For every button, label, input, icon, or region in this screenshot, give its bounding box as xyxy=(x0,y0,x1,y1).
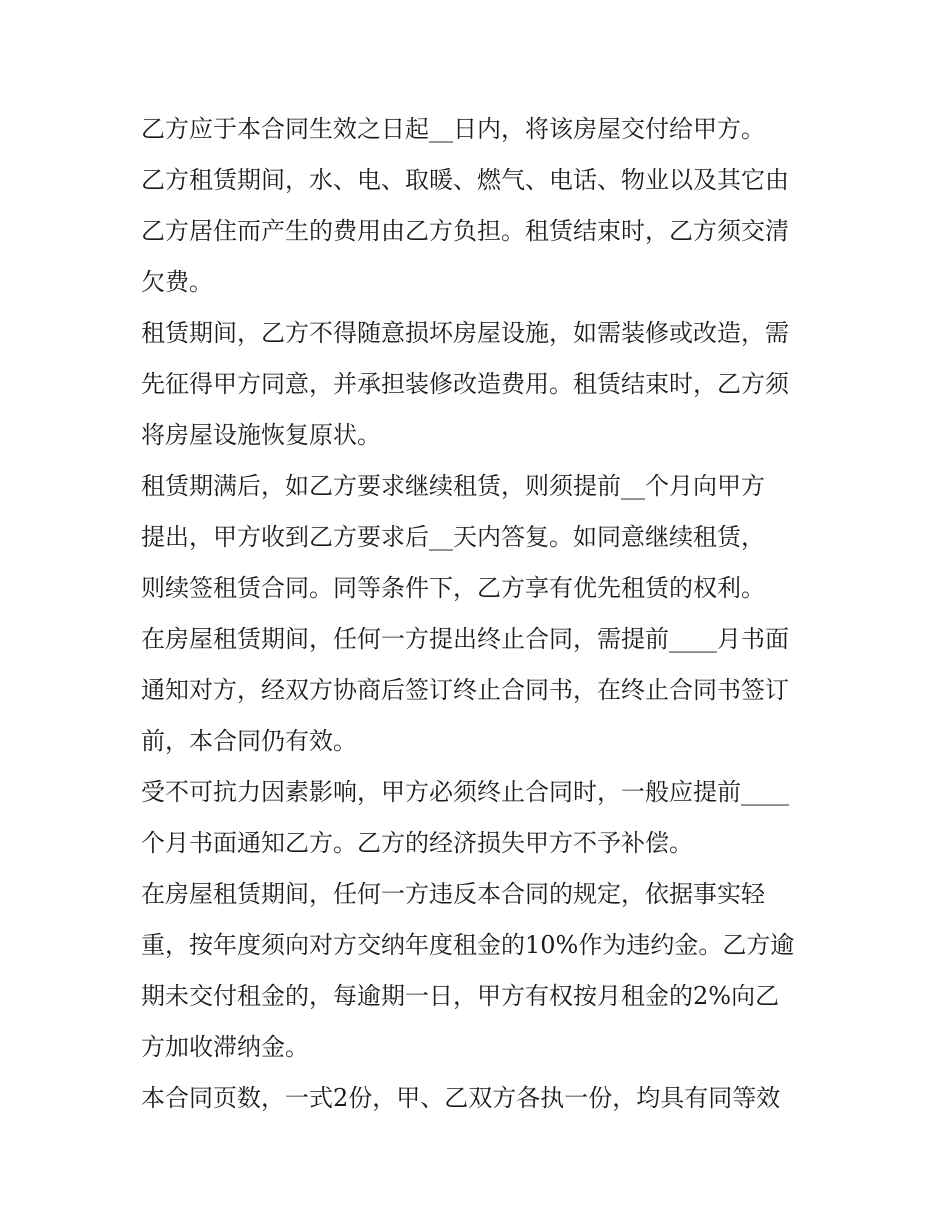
text-line: 在房屋租赁期间，任何一方提出终止合同，需提前____月书面 xyxy=(141,625,789,653)
text-line: 则续签租赁合同。同等条件下，乙方享有优先租赁的权利。 xyxy=(141,574,765,602)
text-line: 个月书面通知乙方。乙方的经济损失甲方不予补偿。 xyxy=(141,829,693,857)
text-line: 乙方居住而产生的费用由乙方负担。租赁结束时，乙方须交清 xyxy=(141,217,789,245)
text-line: 期未交付租金的，每逾期一日，甲方有权按月租金的2%向乙 xyxy=(141,982,780,1010)
text-line: 乙方租赁期间，水、电、取暖、燃气、电话、物业以及其它由 xyxy=(141,166,789,194)
text-line: 前，本合同仍有效。 xyxy=(141,727,357,755)
text-line: 受不可抗力因素影响，甲方必须终止合同时，一般应提前____ xyxy=(141,778,789,806)
text-line: 先征得甲方同意，并承担装修改造费用。租赁结束时，乙方须 xyxy=(141,370,789,398)
text-line: 本合同页数，一式2份，甲、乙双方各执一份，均具有同等效 xyxy=(141,1084,781,1112)
text-line: 欠费。 xyxy=(141,268,213,296)
text-line: 乙方应于本合同生效之日起__日内，将该房屋交付给甲方。 xyxy=(141,115,765,143)
text-line: 通知对方，经双方协商后签订终止合同书，在终止合同书签订 xyxy=(141,676,789,704)
text-line: 租赁期满后，如乙方要求继续租赁，则须提前__个月向甲方 xyxy=(141,472,765,500)
text-line: 提出，甲方收到乙方要求后__天内答复。如同意继续租赁， xyxy=(141,523,765,551)
text-line: 重，按年度须向对方交纳年度租金的10%作为违约金。乙方逾 xyxy=(141,931,795,959)
text-line: 在房屋租赁期间，任何一方违反本合同的规定，依据事实轻 xyxy=(141,880,765,908)
text-line: 方加收滞纳金。 xyxy=(141,1033,309,1061)
text-line: 将房屋设施恢复原状。 xyxy=(141,421,381,449)
contract-body xyxy=(141,104,821,1124)
text-line: 租赁期间，乙方不得随意损坏房屋设施，如需装修或改造，需 xyxy=(141,319,789,347)
